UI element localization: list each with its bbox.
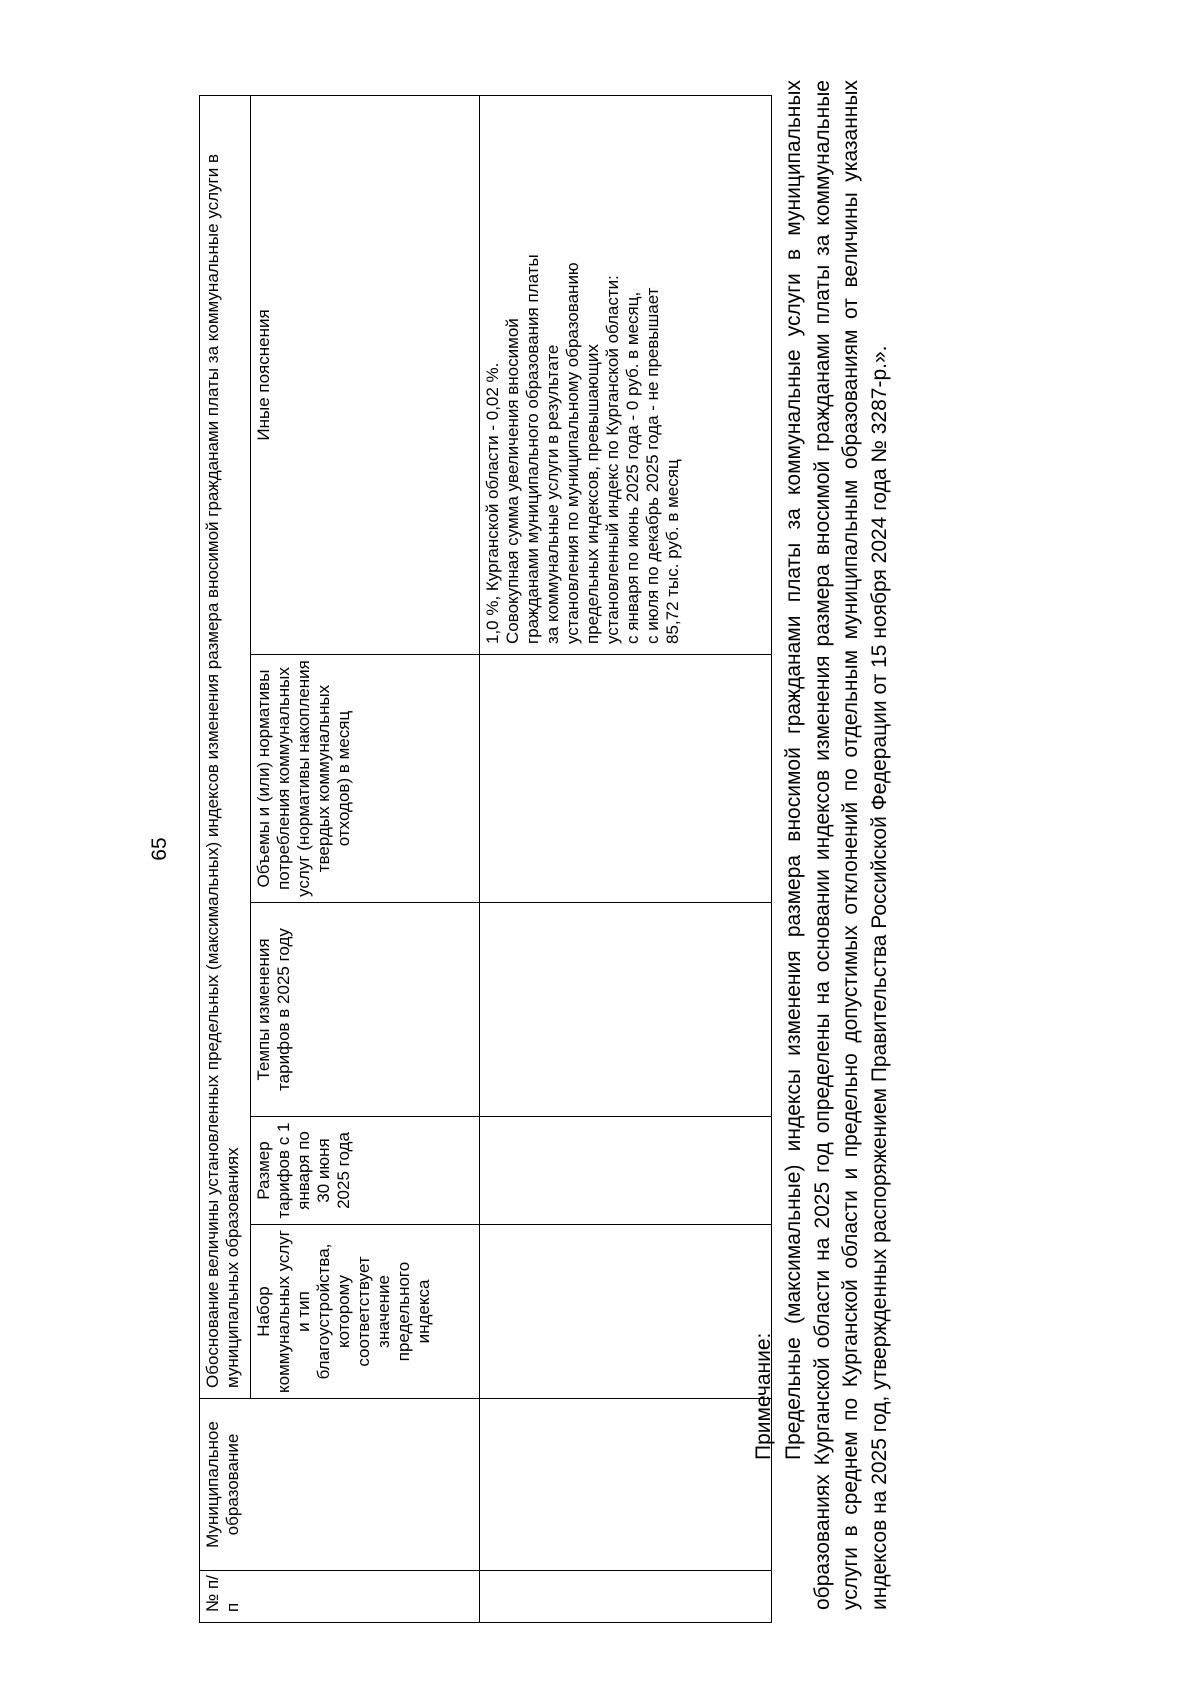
- row-num-cell: [480, 1571, 772, 1623]
- other-line: с июля по декабрь 2025 года - не превышает: [643, 287, 662, 644]
- row-service-set-cell: [480, 1225, 772, 1399]
- subheader-other: Иные пояснения: [251, 95, 480, 654]
- note-title: Примечание:: [752, 1332, 775, 1460]
- other-line: предельных индексов, превышающих: [583, 344, 602, 644]
- other-line: Совокупная сумма увеличения вносимой: [503, 318, 522, 644]
- header-num: № п/п: [200, 1571, 480, 1623]
- other-line: установленный индекс по Курганской области:: [603, 275, 622, 644]
- other-line: с января по июнь 2025 года - 0 руб. в месяц,: [623, 291, 642, 644]
- other-line: 1,0 %, Курганской области - 0,02 %.: [483, 362, 502, 644]
- row-tariff-size-cell: [480, 1117, 772, 1225]
- other-line: 85,72 тыс. руб. в месяц: [663, 459, 682, 644]
- header-municipality: Муниципальное образование: [200, 1399, 480, 1571]
- subheader-volumes: Объемы и (или) нормативы потребления коммунальных услуг (нормативы накопления твердых коммунальных отходов) в месяц: [251, 655, 480, 903]
- row-municipality-cell: [480, 1399, 772, 1571]
- header-justification: Обоснование величины установленных предельных (максимальных) индексов изменения размера вносимой гражданами платы за коммунальные услуги в муниципальных образованиях: [200, 95, 251, 1398]
- note-text: Предельные (максимальные) индексы изменения размера вносимой гражданами платы за коммунальные услуги в муниципальных образованиях Курганской области на 2025 год определены на основании индексов изменения размера вносимой гражданами платы за коммунальные услуги в среднем по Курганской области и предельно допустимых отклонений по отдельным муниципальным образованиям от величины указанных индексов на 2025 год, утвержденных распоряжением Правительства Российской Федерации от 15 ноября 2024 года № 3287-р.».: [782, 80, 891, 1610]
- row-tariff-rate-cell: [480, 903, 772, 1117]
- other-line: установления по муниципальному образованию: [563, 262, 582, 644]
- subheader-tariff-rate: Темпы изменения тарифов в 2025 году: [251, 903, 480, 1117]
- subheader-service-set: Набор коммунальных услуг и тип благоустройства, которому соответствует значение предельного индекса: [251, 1225, 480, 1399]
- other-line: гражданами муниципального образования платы: [523, 254, 542, 644]
- row-volumes-cell: [480, 655, 772, 903]
- row-other-cell: [480, 95, 772, 654]
- justification-table: [199, 95, 772, 1623]
- note-body: [780, 80, 894, 1610]
- other-line: за коммунальные услуги в результате: [543, 344, 562, 644]
- subheader-tariff-size: Размер тарифов с 1 января по 30 июня 2025 года: [251, 1117, 480, 1225]
- page-number: 65: [148, 837, 171, 861]
